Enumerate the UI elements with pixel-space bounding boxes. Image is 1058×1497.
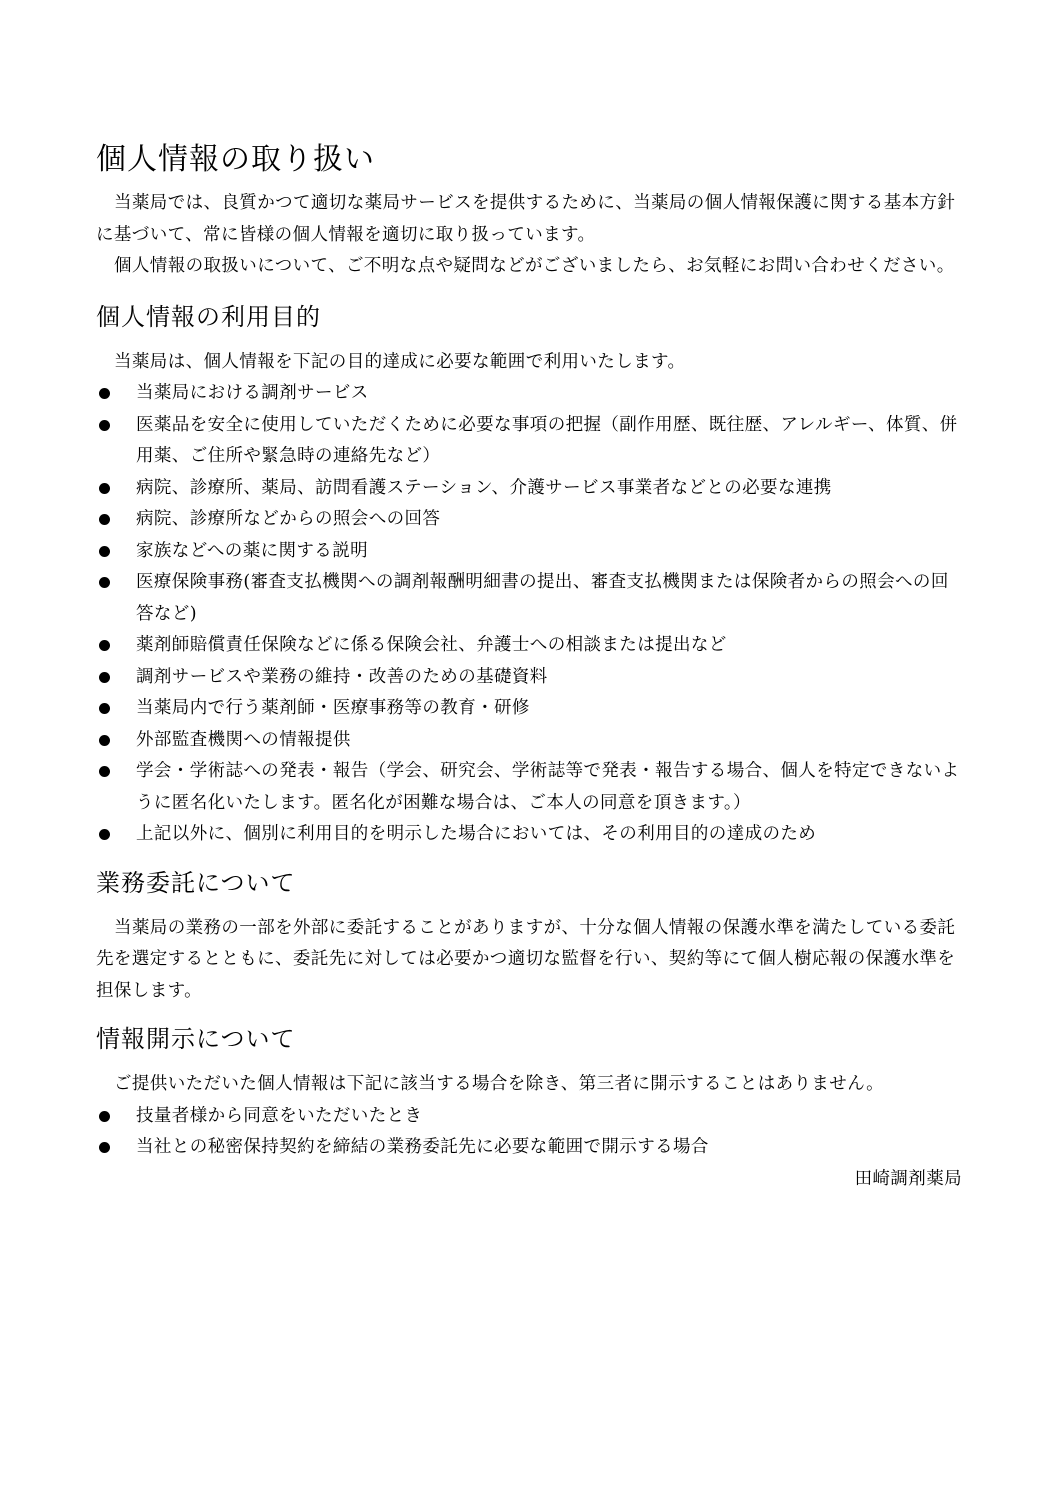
intro-paragraph-1: 当薬局では、良質かつて適切な薬局サービスを提供するために、当薬局の個人情報保護に関する基本方針に基づいて、常に皆様の個人情報を適切に取り扱っています。 (96, 193, 956, 245)
purpose-list (96, 378, 962, 851)
list-item-text: 外部監査機関への情報提供 (136, 729, 351, 750)
section-heading-purpose: 個人情報の利用目的 (96, 302, 321, 331)
outsourcing-body: 当薬局の業務の一部を外部に委託することがありますが、十分な個人情報の保護水準を満たしている委託先を選定するとともに、委託先に対しては必要かつ適切な監督を行い、契約等にて個人樹応報の保護水準を担保します。 (96, 917, 956, 1001)
list-item-text: 当社との秘密保持契約を締結の業務委託先に必要な範囲で開示する場合 (136, 1137, 709, 1157)
list-item-text: 薬剤師賠償責任保険などに係る保険会社、弁護士への相談または提出など (136, 635, 727, 655)
list-item-text: 当薬局における調剤サービス (136, 383, 369, 403)
bullet-icon (99, 735, 110, 746)
list-item (96, 378, 962, 410)
list-item (96, 725, 962, 757)
page-title: 個人情報の取り扱い (96, 142, 375, 177)
bullet-icon (99, 577, 110, 588)
signature: 田崎調剤薬局 (854, 1168, 962, 1189)
disclosure-list (96, 1101, 962, 1164)
bullet-icon (99, 546, 110, 557)
list-item-text: 医薬品を安全に使用していただくために必要な事項の把握（副作用歴、既往歴、アレルギー、体質、併用薬、ご住所や緊急時の連絡先など） (136, 414, 958, 466)
bullet-icon (99, 420, 110, 431)
list-item-text: 医療保険事務(審査支払機関への調剤報酬明細書の提出、審査支払機関または保険者からの照会への回答など) (136, 572, 949, 624)
list-item (96, 756, 962, 819)
list-item (96, 410, 962, 473)
list-item-text: 家族などへの薬に関する説明 (136, 540, 368, 561)
list-item (96, 536, 962, 568)
bullet-icon (99, 766, 110, 777)
bullet-icon (99, 483, 110, 494)
list-item (96, 504, 962, 536)
bullet-icon (99, 640, 110, 651)
bullet-icon (99, 1142, 110, 1153)
list-item (96, 662, 962, 694)
list-item (96, 1101, 962, 1133)
list-item-text: 技量者様から同意をいただいたとき (136, 1105, 423, 1126)
bullet-icon (99, 829, 110, 840)
list-item-text: 病院、診療所、薬局、訪問看護ステーション、介護サービス事業者などとの必要な連携 (136, 477, 832, 498)
disclosure-lead: ご提供いただいた個人情報は下記に該当する場合を除き、第三者に開示することはありません。 (114, 1074, 885, 1094)
list-item (96, 819, 962, 851)
document-body (96, 140, 962, 1195)
purpose-lead: 当薬局は、個人情報を下記の目的達成に必要な範囲で利用いたします。 (114, 351, 686, 372)
bullet-icon (99, 703, 110, 714)
intro-paragraph-2: 個人情報の取扱いについて、ご不明な点や疑問などがございましたら、お気軽にお問い合わせください。 (114, 256, 955, 276)
list-item (96, 1132, 962, 1164)
list-item (96, 630, 962, 662)
list-item-text: 調剤サービスや業務の維持・改善のための基礎資料 (136, 666, 548, 687)
list-item-text: 病院、診療所などからの照会への回答 (136, 509, 441, 529)
bullet-icon (99, 388, 110, 399)
list-item (96, 693, 962, 725)
section-heading-disclosure: 情報開示について (96, 1025, 296, 1053)
list-item (96, 567, 962, 630)
list-item-text: 学会・学術誌への発表・報告（学会、研究会、学術誌等で発表・報告する場合、個人を特定できないように匿名化いたします。匿名化が困難な場合は、ご本人の同意を頂きます。） (136, 761, 960, 813)
bullet-icon (99, 672, 110, 683)
list-item-text: 当薬局内で行う薬剤師・医療事務等の教育・研修 (136, 698, 530, 718)
section-heading-outsourcing: 業務委託について (96, 868, 296, 897)
bullet-icon (99, 514, 110, 525)
list-item (96, 473, 962, 505)
bullet-icon (99, 1111, 110, 1122)
list-item-text: 上記以外に、個別に利用目的を明示した場合においては、その利用目的の達成のため (136, 824, 817, 844)
